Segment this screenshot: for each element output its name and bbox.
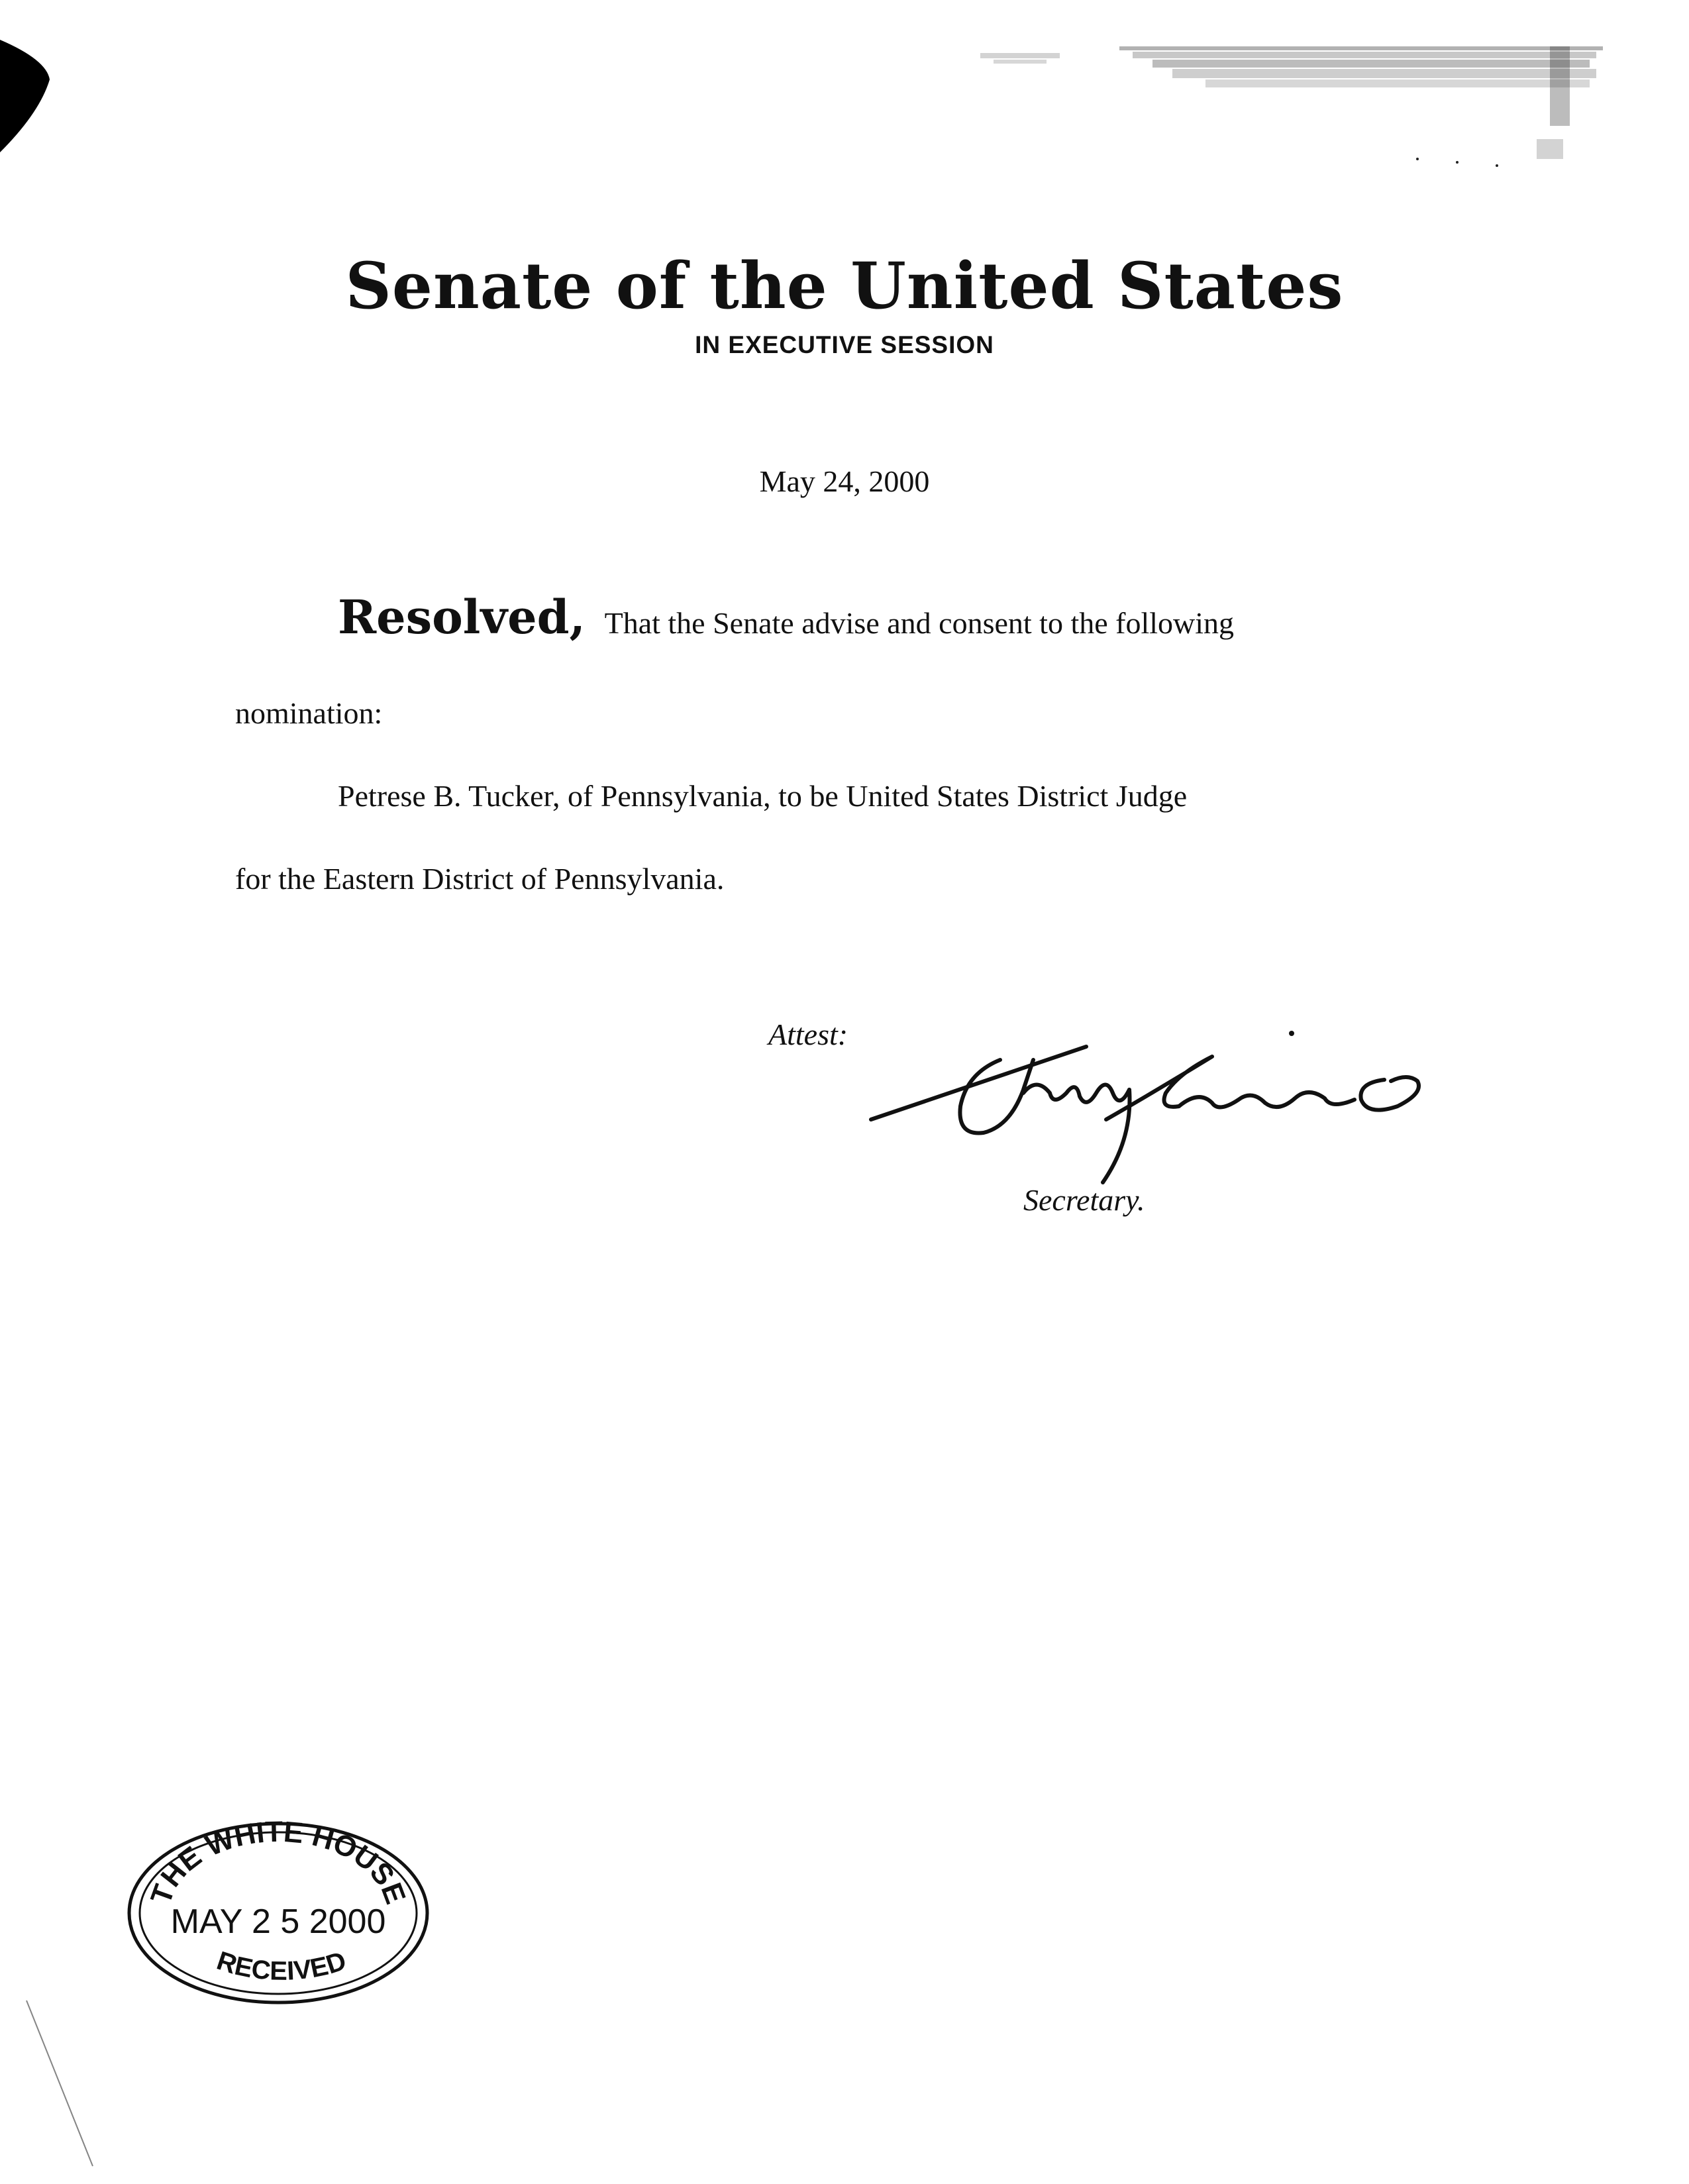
svg-text:MAY 2 5 2000: MAY 2 5 2000: [170, 1902, 386, 1941]
signature: [868, 1020, 1451, 1186]
svg-text:RECEIVED: RECEIVED: [213, 1946, 350, 1986]
svg-text:THE WHITE HOUSE: THE WHITE HOUSE: [144, 1815, 412, 1908]
received-stamp: [123, 1815, 434, 2007]
scan-artifact-mark: [0, 40, 53, 159]
document-subtitle: IN EXECUTIVE SESSION: [695, 331, 994, 358]
scan-artifact-line: [20, 1994, 99, 2173]
resolved-word: Resolved,: [338, 590, 586, 645]
nomination-text-line1: Petrese B. Tucker, of Pennsylvania, to be United States District Judge: [338, 779, 1188, 813]
document-title: Senate of the United States: [345, 248, 1344, 323]
nomination-text-line2: for the Eastern District of Pennsylvania.: [235, 862, 725, 896]
resolution-text-line1: That the Senate advise and consent to the following: [604, 606, 1235, 640]
attest-label: Attest:: [768, 1017, 848, 1051]
resolution-paragraph: [338, 590, 1437, 645]
resolution-text-line2: nomination:: [235, 696, 383, 730]
scan-noise-artifact: [954, 40, 1623, 185]
document-date: May 24, 2000: [759, 464, 930, 498]
signature-title: Secretary.: [1023, 1183, 1145, 1217]
